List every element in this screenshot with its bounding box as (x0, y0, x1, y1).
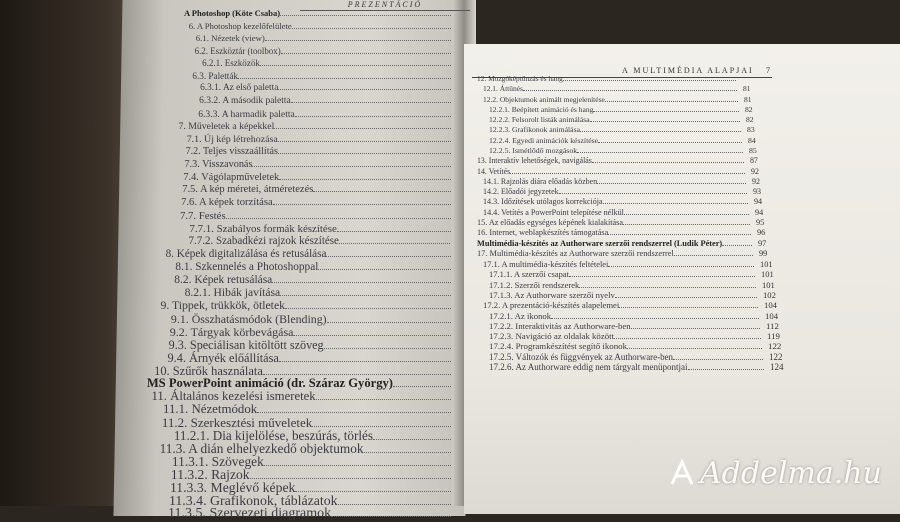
left-toc-entry-text: 11.2. Szerkesztési műveletek (161, 415, 313, 431)
leader-dots (292, 24, 451, 29)
left-toc-entry-text: 7.7.1. Szabályos formák készítése (189, 222, 337, 235)
leader-dots (393, 382, 451, 387)
leader-dots (280, 291, 450, 296)
leader-dots (510, 169, 745, 174)
left-toc-entry-text: 6.2. Eszköztár (toolbox) (194, 45, 281, 56)
right-toc-page-number: 97 (758, 238, 767, 248)
leader-dots (238, 74, 451, 79)
right-toc-entry-text: 17. Multimédia-készítés az Authorware szerzői rendszerrel (477, 248, 674, 258)
leader-dots (278, 149, 451, 154)
leader-dots (598, 138, 742, 143)
right-toc-entry (489, 125, 741, 134)
left-toc-entry (178, 121, 450, 132)
left-toc-entry-text: 11.3.2. Rajzok (170, 466, 250, 482)
left-toc-entry (161, 299, 451, 312)
right-toc-entry-text: 14. Vetítés (477, 166, 511, 176)
leader-dots (523, 86, 737, 91)
left-toc-entry (188, 235, 450, 247)
leader-dots (324, 344, 451, 349)
right-toc-page-number: 92 (751, 166, 759, 176)
left-toc-entry-text: 8. Képek digitalizálása és retusálása (165, 248, 327, 261)
right-toc-page-number: 85 (749, 146, 757, 155)
left-toc-entry-text: 6.3.2. A második paletta (199, 95, 291, 106)
right-toc-page-number: 101 (761, 269, 774, 280)
leader-dots (274, 124, 451, 129)
leader-dots (590, 117, 740, 122)
left-toc-entry (186, 146, 452, 157)
leader-dots (278, 137, 451, 142)
right-toc-entry-text: 13. Interaktív lehetőségek, navigálás (477, 156, 592, 166)
right-toc-entry (483, 177, 746, 186)
right-toc-page-number: 122 (768, 341, 782, 352)
leader-dots (364, 448, 451, 453)
right-toc-entry (483, 84, 737, 93)
right-toc-entry-text: 12.2.1. Beépített animáció és hang (489, 104, 594, 114)
leader-dots (339, 239, 451, 244)
leader-dots (295, 112, 451, 117)
left-toc-entry-text: 11.3.5. Szervezeti diagramok (168, 506, 332, 521)
left-toc-entry-text: 11.3.3. Meglévő képek (169, 479, 296, 495)
right-toc-entry (489, 115, 740, 124)
left-toc-entry (189, 223, 451, 235)
leader-dots (226, 214, 451, 219)
left-toc-entry-text: 11. Általános kezelési ismeretek (151, 389, 316, 404)
leader-dots (559, 189, 747, 194)
left-toc-entry-text: 11.1. Nézetmódok (163, 402, 258, 417)
right-toc-entry-text: 12.2.4. Egyedi animációk készítése (489, 135, 599, 145)
left-toc-entry-text: 9.2. Tárgyak körbevágása (169, 324, 294, 339)
right-toc-entry-text: 17.1.3. Az Authorware szerzői nyelv (489, 290, 615, 300)
right-toc-page-number: 81 (743, 84, 751, 94)
right-toc-entry-text: 17.2.5. Változók és függvények az Authorware-ben (489, 351, 673, 362)
left-toc-entry-text: 9.1. Összhatásmódok (Blending) (170, 312, 327, 327)
right-toc-page-number: 94 (754, 197, 763, 207)
left-toc-entry-text: 6.3.3. A harmadik paletta (198, 108, 295, 120)
leader-dots (313, 187, 451, 192)
right-toc-entry (489, 362, 764, 372)
left-toc-entry-text: 7.3. Visszavonás (184, 159, 253, 171)
leader-dots (280, 11, 451, 16)
right-toc-entry-text: 17.1.2. Szerzői rendszerek (489, 279, 580, 290)
right-toc-entry (477, 249, 753, 258)
leader-dots (593, 107, 739, 112)
right-toc-entry (483, 187, 747, 196)
left-toc-entry (199, 96, 450, 106)
leader-dots (688, 365, 764, 370)
right-toc-page-number: 104 (764, 300, 777, 311)
leader-dots (326, 252, 450, 257)
leader-dots (673, 355, 763, 360)
right-toc-page-number: 96 (757, 228, 766, 238)
left-toc-entry-text: 11.3. A dián elhelyezkedő objektumok (159, 441, 364, 457)
leader-dots (619, 303, 758, 308)
leader-dots (272, 278, 451, 283)
leader-dots (337, 227, 452, 232)
left-toc-entry (184, 8, 451, 18)
left-toc-entry-text: 7.1. Új kép létrehozása (186, 133, 278, 145)
leader-dots (722, 241, 752, 246)
left-toc-entry (174, 274, 451, 286)
leader-dots (295, 487, 451, 492)
watermark-logo-icon (668, 458, 698, 488)
right-toc-entry (489, 321, 760, 331)
right-toc-entry (477, 156, 744, 165)
leader-dots (264, 461, 451, 466)
left-toc-entry (168, 506, 451, 522)
left-toc-entry-text: 8.1. Szkennelés a Photoshoppal (175, 260, 319, 273)
right-toc-entry (489, 280, 756, 290)
left-toc-entry-text: 6.3. Paletták (192, 70, 239, 81)
leader-dots (281, 49, 451, 54)
left-toc-entry (185, 286, 451, 299)
leader-dots (318, 265, 451, 270)
left-toc-entry (184, 159, 451, 170)
leader-dots (285, 304, 450, 309)
right-header-title: A MULTIMÉDIA ALAPJAI (622, 66, 754, 75)
leader-dots (579, 283, 756, 288)
left-toc-entry (175, 261, 451, 273)
left-toc-entry-text: 7. Műveletek a képekkel (178, 121, 275, 133)
right-toc-entry (483, 300, 758, 310)
right-toc-entry-text: 14.2. Előadói jegyzetek (483, 187, 559, 197)
left-page-header: PREZENTÁCIÓ (300, 0, 470, 11)
left-toc-entry-text: 7.5. A kép méretei, átméretezés (182, 184, 314, 196)
leader-dots (263, 370, 451, 375)
leader-dots (580, 127, 741, 132)
left-toc-entry-text: 8.2.1. Hibák javítása (184, 286, 281, 300)
left-toc-entry-text: 9.3. Speciálisan kitöltött szöveg (168, 337, 324, 352)
right-toc-entry (489, 331, 761, 341)
leader-dots (250, 474, 451, 479)
right-toc-entry-text: 14.4. Vetítés a PowerPoint telepítése nélkül (483, 207, 624, 217)
right-toc-entry-text: Multimédia-készítés az Authorware szerzői rendszerrel (Ludik Péter) (477, 238, 723, 248)
left-toc-entry (187, 134, 451, 145)
right-toc-entry-text: 17.2.3. Navigáció az oldalak között (489, 331, 615, 342)
right-toc-page-number: 101 (762, 279, 775, 290)
right-toc-entry (489, 136, 742, 145)
left-toc-entry-text: 7.7. Festés (179, 209, 226, 222)
right-toc-entry-text: 14.3. Időzítések utólagos korrekciója (483, 197, 603, 207)
right-toc-page-number: 112 (766, 320, 779, 331)
right-toc-page-number: 104 (765, 310, 779, 321)
right-toc-page-number: 82 (745, 104, 753, 114)
right-toc-entry (477, 239, 752, 248)
right-toc-page-number: 124 (770, 362, 784, 372)
right-toc-page-number: 93 (753, 187, 762, 197)
left-toc-entry-text: 11.3.1. Szövegek (171, 454, 264, 469)
right-toc-entry (489, 290, 757, 300)
right-toc-entry-text: 17.2.6. Az Authorware eddig nem tárgyalt menüpontjai (489, 362, 688, 372)
left-toc-entry-text: 10. Szűrők használata (154, 363, 263, 378)
left-toc-entry-text: 11.3.4. Grafikonok, táblázatok (168, 492, 338, 508)
leader-dots (265, 36, 451, 41)
leader-dots (627, 344, 762, 349)
right-toc-entry (483, 95, 738, 104)
leader-dots (592, 158, 744, 163)
watermark: Addelma.hu (700, 456, 882, 491)
right-header-page: 7 (766, 66, 772, 75)
left-toc-entry (166, 248, 451, 260)
right-toc-entry-text: 17.2. A prezentáció-készítés alapelemei (483, 300, 620, 311)
right-toc-entry-text: 17.2.2. Interaktivitás az Authorware-ben (489, 320, 631, 331)
right-toc-page-number: 122 (769, 351, 783, 362)
right-toc-entry-text: 14.1. Rajzolás diára előadás közben (483, 176, 598, 186)
left-toc-entry-text: 6.3.1. Az első paletta (200, 83, 279, 94)
leader-dots (577, 148, 743, 153)
right-toc-entry (483, 259, 754, 269)
right-toc-page-number: 94 (755, 207, 764, 217)
right-toc-entry-text: 17.1. A multimédia-készítés feltételei (483, 259, 609, 270)
right-toc-page-number: 102 (763, 290, 776, 300)
left-toc-entry-text: 8.2. Képek retusálása (174, 273, 273, 286)
left-toc-entry (192, 71, 450, 81)
right-toc-entry-text: 12.1. Áttűnés (483, 84, 523, 94)
left-toc-entry-text: 11.2.1. Dia kijelölése, beszúrás, törlés (173, 428, 373, 444)
left-toc-entry-text: 6.1. Nézetek (view) (195, 33, 265, 44)
right-toc-entry-text: 17.2.4. Programkészítést segítő ikonok (489, 341, 628, 352)
leader-dots (569, 272, 755, 277)
right-toc-entry-text: 12.2. Objektumok animált megjelenítése (483, 94, 605, 104)
right-toc-entry (489, 311, 759, 321)
left-toc-entry-text: 7.6. A képek torzítása (181, 197, 273, 209)
right-toc-page-number: 119 (767, 331, 780, 342)
right-toc-entry-text: 16. Internet, weblapkészítés támogatása (477, 228, 609, 238)
leader-dots (331, 512, 451, 517)
right-toc-page-number: 87 (750, 156, 758, 166)
leader-dots (605, 97, 738, 102)
leader-dots (597, 179, 746, 184)
left-toc-entry (195, 46, 451, 56)
right-toc-page-number: 92 (752, 176, 760, 186)
leader-dots (563, 76, 736, 81)
right-toc-entry-text: 17.1.1. A szerzői csapat (489, 269, 569, 280)
right-toc-entry (489, 352, 763, 362)
right-toc-entry-text: 17.2.1. Az ikonok (489, 310, 552, 321)
left-toc-entry-text: 7.2. Teljes visszaállítás (185, 146, 278, 158)
right-toc-entry (477, 218, 750, 227)
right-toc-page-number: 83 (747, 125, 755, 135)
leader-dots (312, 422, 451, 427)
left-toc-entry-text: MS PowerPoint animáció (dr. Száraz György) (146, 376, 393, 391)
left-toc-entry (196, 33, 451, 43)
right-toc-entry (489, 146, 743, 155)
leader-dots (279, 357, 451, 362)
right-toc-entry (489, 105, 739, 114)
leader-dots (373, 435, 451, 440)
leader-dots (278, 85, 451, 90)
right-toc-entry (489, 341, 762, 351)
right-toc-entry-text: 12.2.5. Ismétlődő mozgások (489, 146, 578, 155)
leader-dots (674, 251, 753, 256)
right-toc-entry (483, 197, 748, 206)
right-toc-entry (477, 167, 745, 176)
left-toc-entry-text: 7.7.2. Szabadkézi rajzok készítése (188, 235, 339, 248)
left-toc-entry-text: 9. Tippek, trükkök, ötletek (160, 299, 286, 313)
leader-dots (293, 331, 450, 336)
leader-dots (338, 500, 451, 505)
left-toc-entry (200, 83, 451, 93)
leader-dots (608, 262, 754, 267)
leader-dots (624, 210, 749, 215)
leader-dots (273, 200, 451, 205)
right-toc-entry-text: 15. Az előadás egységes képének kialakítása (477, 218, 623, 227)
leader-dots (327, 318, 451, 323)
left-toc-entry-text: 9.4. Árnyék előállítása (167, 350, 279, 365)
right-toc-entry-text: 12. Mozgóképtűnzás és hang (477, 74, 563, 83)
leader-dots (260, 61, 451, 66)
right-toc-entry-text: 12.2.2. Felsorolt listák animálása (489, 115, 590, 125)
left-toc-entry (182, 184, 451, 195)
left-toc-entry-text: 6.2.1. Eszközök (202, 58, 260, 69)
right-toc-entry (477, 74, 736, 83)
leader-dots (615, 293, 757, 298)
leader-dots (316, 395, 451, 400)
left-toc-entry (181, 197, 451, 208)
right-toc-page-number: 81 (744, 94, 752, 104)
leader-dots (291, 98, 451, 103)
leader-dots (551, 314, 759, 319)
right-toc-entry (489, 269, 755, 279)
left-toc-entry (189, 21, 451, 31)
right-toc-page-number: 99 (759, 248, 768, 258)
right-toc-entry (483, 208, 749, 217)
right-toc-page-number: 101 (760, 259, 773, 270)
leader-dots (608, 230, 751, 235)
right-toc-entry-text: 12.2.3. Grafikonok animálása (489, 125, 580, 135)
left-toc-entry-text: A Photoshop (Köte Csaba) (184, 8, 281, 18)
right-toc-page-number: 95 (756, 218, 765, 227)
leader-dots (257, 408, 451, 413)
right-toc-entry (477, 228, 751, 237)
left-toc-entry (202, 58, 451, 68)
leader-dots (279, 175, 451, 180)
leader-dots (623, 220, 750, 225)
right-toc-page-number: 82 (746, 115, 754, 125)
left-toc-entry-text: 6. A Photoshop kezelőfelülete (188, 20, 292, 31)
leader-dots (252, 162, 451, 167)
left-toc-entry-text: 7.4. Vágólapműveletek (183, 171, 280, 183)
leader-dots (603, 199, 748, 204)
leader-dots (631, 324, 760, 329)
leader-dots (614, 334, 761, 339)
right-toc-page-number: 84 (748, 135, 756, 145)
left-toc-entry (198, 109, 450, 120)
left-toc-entry (180, 210, 451, 222)
left-toc-entry (183, 172, 451, 183)
